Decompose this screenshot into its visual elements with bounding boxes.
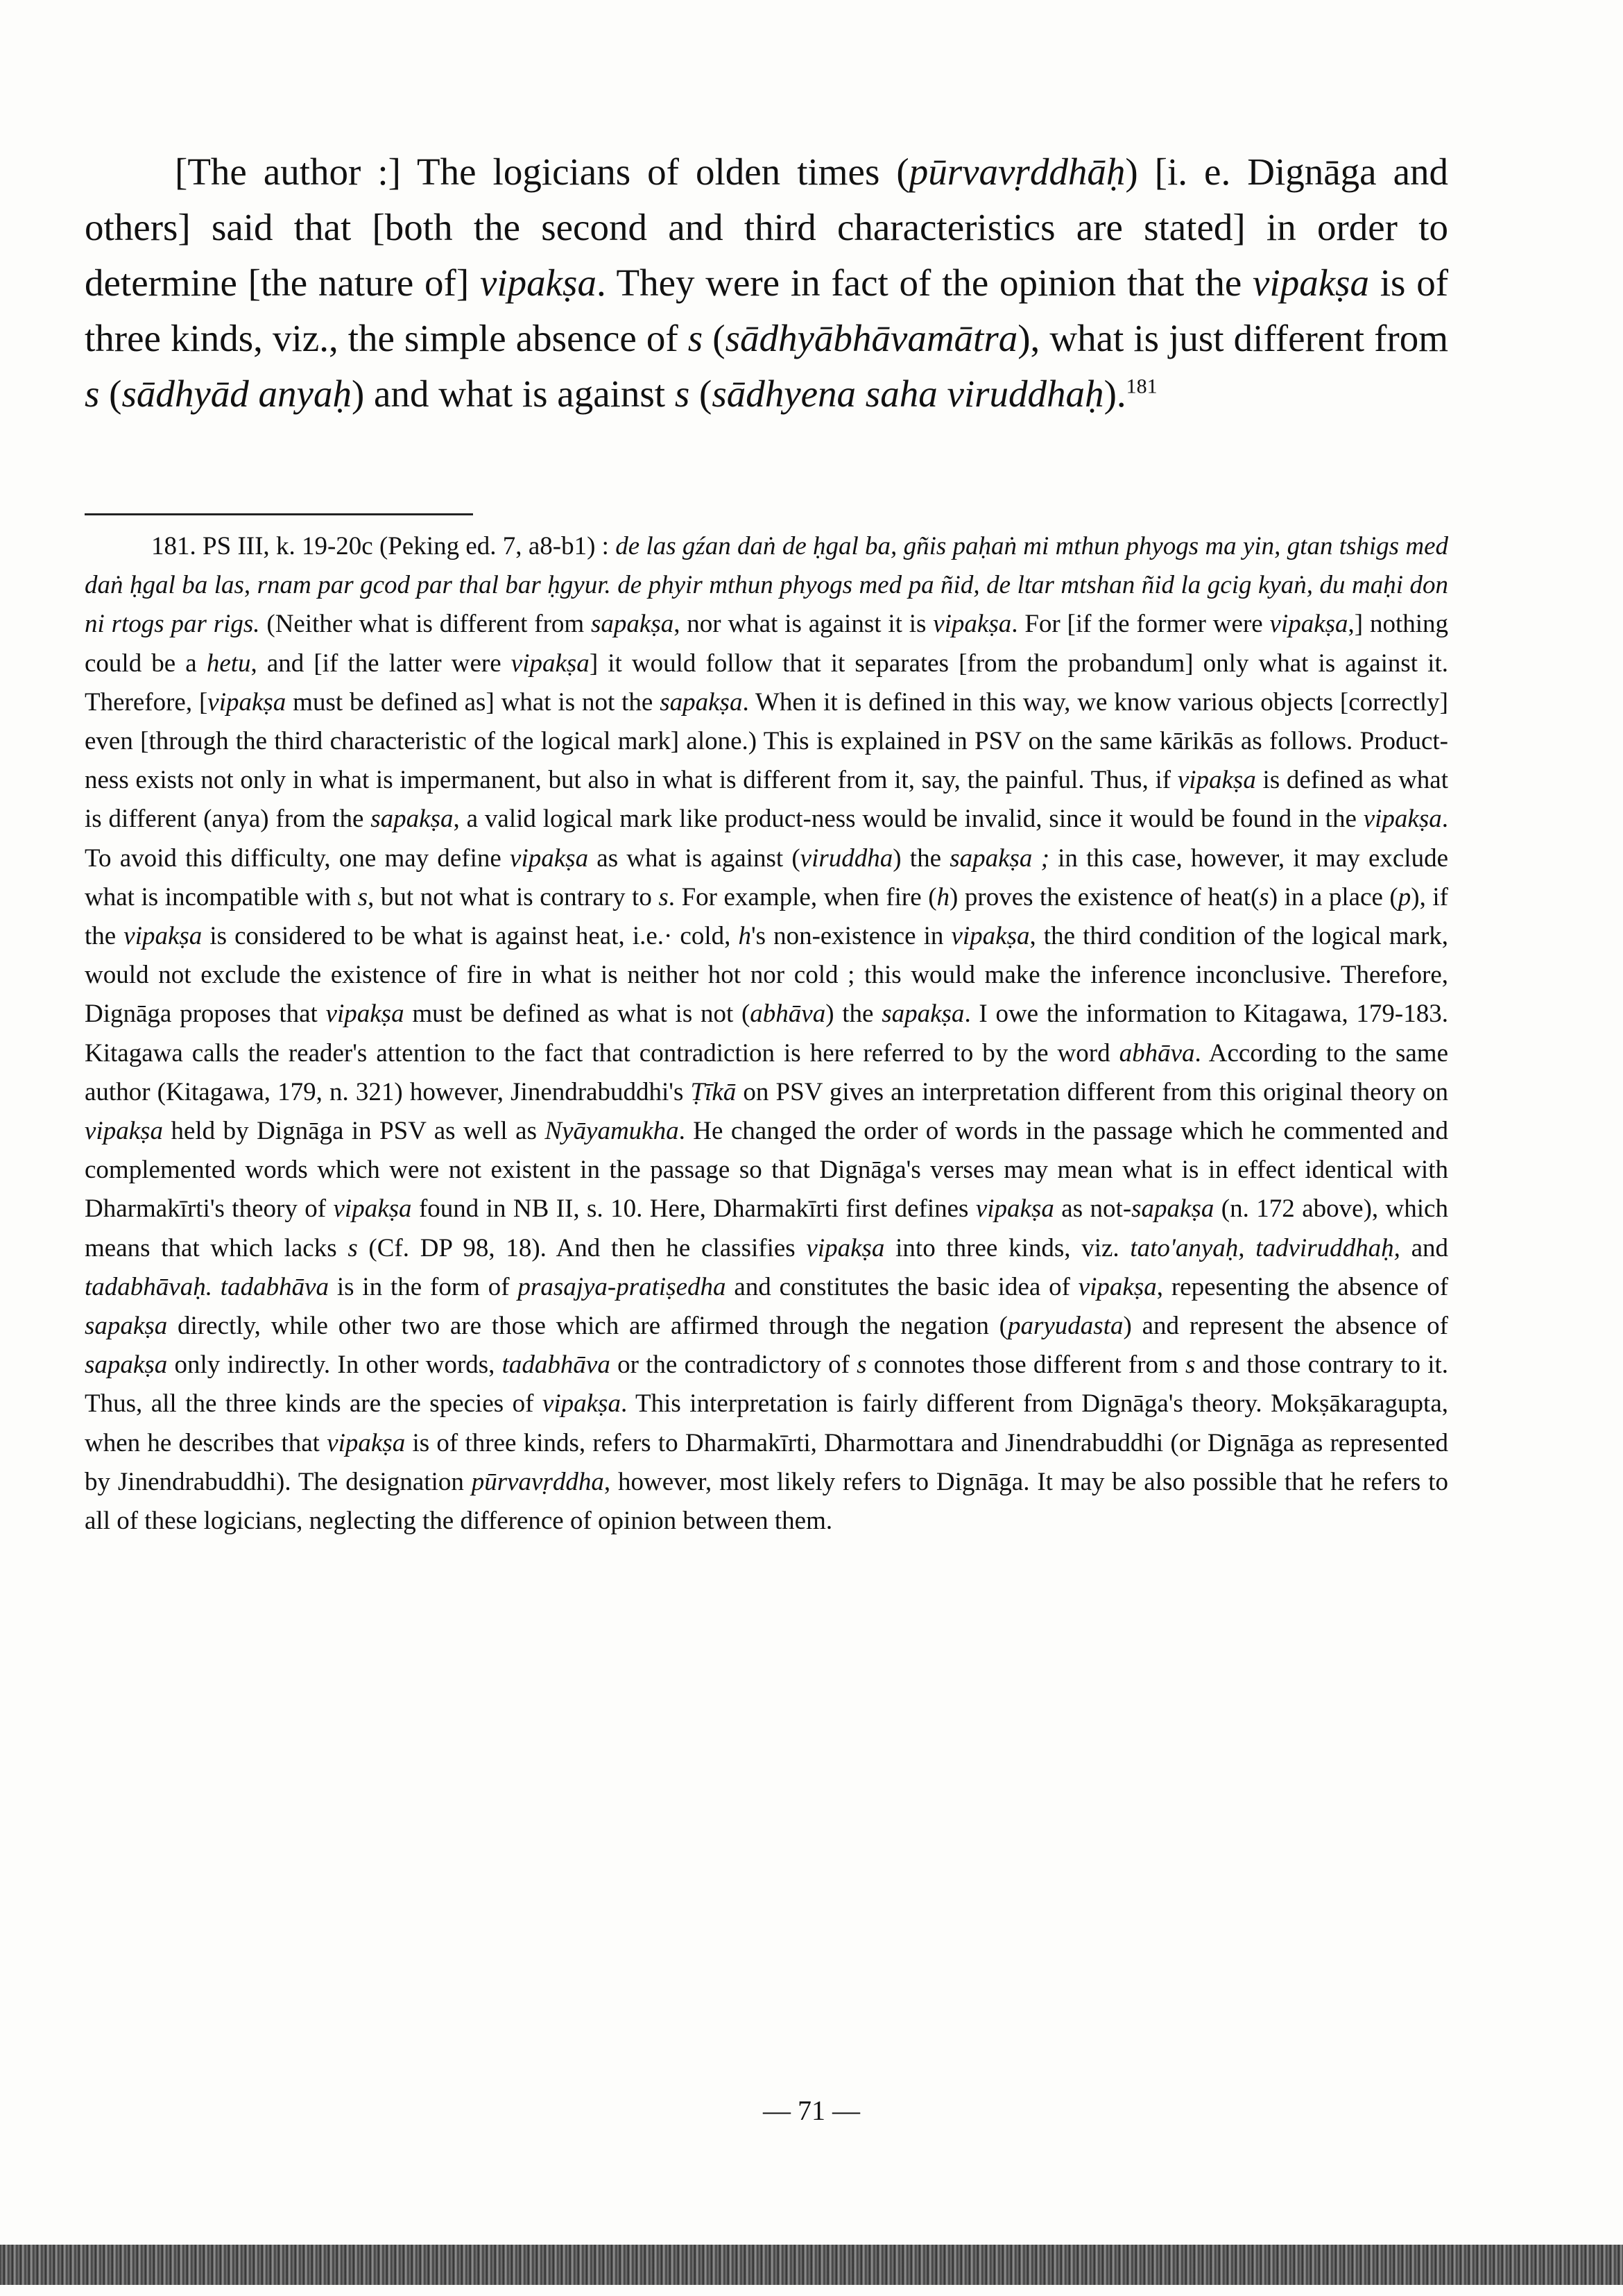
italic-term: prasajya-pratiṣedha	[517, 1272, 726, 1301]
text-span: (n. 172 above), which means that which lacks	[85, 1194, 1448, 1262]
text-span: . This interpretation is fairly different from Dignāga's theory. Mokṣākaragupta, when he describes that	[85, 1389, 1448, 1457]
italic-term: sapakṣa	[370, 805, 454, 834]
italic-term: s	[347, 1233, 358, 1262]
italic-term: s	[357, 882, 368, 911]
text-span: is of three kinds, viz., the simple absence of	[85, 262, 1449, 359]
text-span: ) the	[893, 843, 950, 873]
text-span: found in NB II, s. 10. Here, Dharmakīrti first defines	[411, 1194, 976, 1224]
main-paragraph	[85, 144, 1448, 422]
text-span: is of three kinds, refers to Dharmakīrti, Dharmottara and Jinendrabuddhi (or Dignāga as represented by Jinendrabuddhi). The designation	[85, 1428, 1448, 1496]
italic-term: vipakṣa	[123, 922, 203, 951]
italic-term: vipakṣa	[85, 1117, 164, 1146]
text-span: (	[99, 372, 122, 415]
text-span: in this case, however, it may exclude what is incompatible with	[85, 843, 1448, 911]
text-span: and	[1400, 1233, 1449, 1262]
italic-term: s	[85, 372, 100, 415]
italic-term: vipakṣa	[207, 687, 286, 717]
text-span: . According to the same author (Kitagawa, 179, n. 321) however, Jinendrabuddhi's	[85, 1038, 1448, 1106]
text-span: is considered to be what is against heat, i.e.· cold,	[202, 922, 739, 951]
italic-term: sapakṣa ;	[950, 843, 1049, 873]
text-span: must be defined as what is not (	[404, 1000, 750, 1029]
italic-term: sapakṣa	[591, 610, 674, 639]
text-span: (Cf. DP 98, 18). And then he classifies	[357, 1233, 807, 1262]
footnote-181	[85, 527, 1448, 1541]
italic-term: s	[1259, 882, 1269, 911]
italic-term: vipakṣa	[933, 610, 1012, 639]
italic-term: s	[687, 317, 703, 359]
italic-term: vipakṣa	[542, 1389, 621, 1419]
italic-term: vipakṣa	[1177, 766, 1256, 795]
italic-term: tato'anyaḥ, tadviruddhaḥ,	[1130, 1233, 1400, 1262]
text-span: . They were in fact of the opinion that the	[596, 262, 1253, 304]
italic-term: viruddha	[800, 843, 893, 873]
text-span: ) in a place (	[1269, 882, 1398, 911]
italic-term: pūrvavṛddhāḥ	[909, 151, 1126, 193]
text-span: (	[689, 372, 712, 415]
text-span: ] it would follow that it separates [from the probandum] only what is against it. Therefore, [	[85, 649, 1448, 717]
italic-term: Ṭīkā	[690, 1077, 737, 1106]
text-span: ), what is just different from	[1017, 317, 1448, 359]
italic-term: vipakṣa	[479, 262, 596, 304]
text-span: . For [if the former were	[1011, 610, 1270, 639]
italic-term: vipakṣa	[510, 843, 589, 873]
text-span: . I owe the information to Kitagawa, 179-183. Kitagawa calls the reader's attention to the fact that contradiction is here referred to by the word	[85, 1000, 1449, 1068]
text-span: 's non-existence in	[750, 922, 952, 951]
text-span: directly, while other two are those which are affirmed through the negation (	[167, 1312, 1008, 1341]
italic-term: vipakṣa	[510, 649, 590, 678]
italic-term: s	[857, 1351, 867, 1380]
text-span: ) and represent the absence of	[1123, 1312, 1448, 1341]
text-span: and constitutes the basic idea of	[725, 1272, 1079, 1301]
text-span: , repesenting the absence of	[1156, 1272, 1449, 1301]
text-span: (Neither what is different from	[259, 610, 591, 639]
italic-term: sādhyād anyaḥ	[121, 372, 352, 415]
italic-term: s	[1185, 1351, 1196, 1380]
page-number: — 71 —	[763, 2095, 860, 2126]
tibetan-quote: de las gźan daṅ de ḥgal ba, gñis paḥaṅ mi mthun phyogs ma yin, gtan tshigs med daṅ ḥgal ba las, rnam par gcod par thal bar ḥgyur. de phyir mthun phyogs med pa ñid, de ltar mtshan ñid la gcig kyaṅ, du maḥi don ni rtogs par rigs.	[85, 532, 1448, 639]
text-span: , and [if the latter were	[250, 649, 511, 678]
italic-term: h	[738, 922, 751, 951]
italic-term: vipakṣa	[1363, 805, 1442, 834]
italic-term: vipakṣa	[975, 1194, 1054, 1224]
text-span: ).	[1104, 372, 1126, 415]
italic-term: sapakṣa	[1131, 1194, 1214, 1224]
italic-term: tadabhāva	[501, 1351, 610, 1380]
text-span: into three kinds, viz.	[884, 1233, 1131, 1262]
italic-term: vipakṣa	[1253, 262, 1370, 304]
italic-term: abhāva	[750, 1000, 826, 1029]
italic-term: p	[1398, 882, 1411, 911]
text-span: ) proves the existence of heat(	[950, 882, 1260, 911]
italic-term: pūrvavṛddha	[471, 1467, 604, 1496]
text-span: and those contrary to it. Thus, all the three kinds are the species of	[85, 1351, 1449, 1419]
italic-term: s	[674, 372, 690, 415]
text-span: . For example, when fire (	[668, 882, 937, 911]
italic-term: abhāva	[1119, 1038, 1195, 1068]
text-span: , however, most likely refers to Dignāga. It may be also possible that he refers to all of these logicians, neglecting the difference of opinion between them.	[85, 1467, 1448, 1536]
italic-term: vipakṣa	[1078, 1272, 1157, 1301]
text-span: , but not what is contrary to	[368, 882, 659, 911]
text-span: , a valid logical mark like product-ness would be invalid, since it would be found in the	[453, 805, 1364, 834]
text-span: held by Dignāga in PSV as well as	[163, 1117, 545, 1146]
italic-term: vipakṣa	[325, 1000, 404, 1029]
text-span: ), if the	[85, 882, 1448, 951]
text-span: . To avoid this difficulty, one may define	[85, 805, 1448, 873]
italic-term: hetu	[206, 649, 251, 678]
text-span: (	[703, 317, 725, 359]
italic-term: sapakṣa	[882, 1000, 965, 1029]
text-span: [The author :] The logicians of olden times (	[175, 151, 909, 193]
text-span: only indirectly. In other words,	[167, 1351, 502, 1380]
text-span: as what is against (	[588, 843, 800, 873]
italic-term: tadabhāvaḥ. tadabhāva	[85, 1272, 329, 1301]
italic-term: h	[936, 882, 950, 911]
text-span: as not-	[1054, 1194, 1132, 1224]
text-span: , nor what is against it is	[673, 610, 934, 639]
italic-term: s	[658, 882, 669, 911]
italic-term: sādhyābhāvamātra	[725, 317, 1018, 359]
text-span: ) and what is against	[351, 372, 675, 415]
text-span: , the third condition of the logical mark, would not exclude the existence of fire in what is neither hot nor cold ; this would make the inference inconclusive. Therefore, Dignāga proposes that	[85, 922, 1449, 1029]
italic-term: vipakṣa	[806, 1233, 885, 1262]
italic-term: vipakṣa	[951, 922, 1030, 951]
text-span: is defined as what is different (anya) from the	[85, 766, 1448, 834]
text-span: on PSV gives an interpretation different from this original theory on	[736, 1077, 1448, 1106]
footnote-reference: 181	[1126, 375, 1158, 398]
italic-term: sapakṣa	[660, 687, 743, 717]
text-span: ,] nothing could be a	[85, 610, 1449, 678]
text-span: connotes those different from	[866, 1351, 1186, 1380]
text-span: . He changed the order of words in the passage which he commented and complemented words which were not existent in the passage so that Dignāga's verses may mean what is in effect identical with Dharmakīrti's theory of	[85, 1117, 1448, 1224]
italic-term: sādhyena saha viruddhaḥ	[712, 372, 1104, 415]
text-span: is in the form of	[329, 1272, 518, 1301]
scan-edge-strip	[0, 2245, 1623, 2285]
italic-term: sapakṣa	[85, 1312, 168, 1341]
text-span: ) the	[825, 1000, 882, 1029]
italic-term: sapakṣa	[85, 1351, 168, 1380]
text-span: 181. PS III, k. 19-20c (Peking ed. 7, a8-b1) :	[151, 532, 616, 560]
italic-term: vipakṣa	[1269, 610, 1348, 639]
text-span: ) [i. e. Dignāga and others] said that [both the second and third characteristics are stated] in order to determine [the nature of]	[85, 151, 1449, 304]
italic-term: paryudasta	[1007, 1312, 1124, 1341]
text-span: or the contradictory of	[610, 1351, 857, 1380]
footnote-separator	[85, 513, 473, 515]
italic-term: vipakṣa	[333, 1194, 412, 1224]
text-span: . When it is defined in this way, we know various objects [correctly] even [through the third characteristic of the logical mark] alone.) This is explained in PSV on the same kārikās as follows. Product-ness exists not only in what is impermanent, but also in what is different from it, say, the painful. Thus, if	[85, 687, 1448, 795]
italic-term: vipakṣa	[327, 1428, 406, 1457]
text-span: must be defined as] what is not the	[286, 687, 660, 717]
italic-term: Nyāyamukha	[544, 1117, 679, 1146]
